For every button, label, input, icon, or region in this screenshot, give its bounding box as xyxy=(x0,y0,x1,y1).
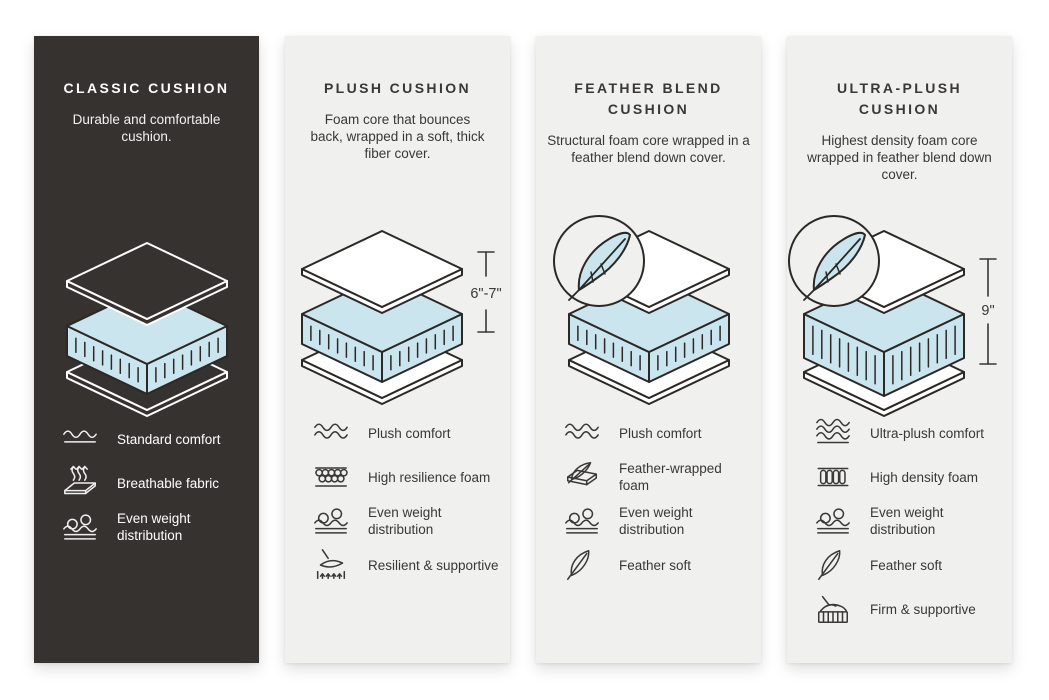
feather-icon xyxy=(813,546,853,584)
feature-label: Resilient & supportive xyxy=(368,557,499,573)
feature-label: Plush comfort xyxy=(368,425,451,441)
feature-label: Even weight distribution xyxy=(117,511,191,543)
cards-row xyxy=(34,36,1012,663)
features-list xyxy=(311,414,500,590)
feature-row xyxy=(562,414,751,452)
card-title: CLASSIC CUSHION xyxy=(63,80,230,96)
card-subtitle: Highest density foam core wrapped in feather blend down cover. xyxy=(807,133,992,183)
features-list xyxy=(813,414,1002,634)
density-foam-icon xyxy=(813,458,853,496)
wave-double-icon xyxy=(562,414,602,452)
feature-row xyxy=(813,546,1002,584)
card-subtitle: Foam core that bounces back, wrapped in a soft, thick fiber cover. xyxy=(310,112,485,162)
feature-row xyxy=(60,464,249,502)
height-dimension-label: 9" xyxy=(980,303,995,319)
height-dimension-label: 6"-7" xyxy=(469,286,502,302)
feature-row xyxy=(311,458,500,496)
feature-label: Feather soft xyxy=(619,557,692,573)
feature-row xyxy=(813,414,1002,452)
feature-label: High resilience foam xyxy=(368,469,491,485)
feature-row xyxy=(562,546,751,584)
feather-badge xyxy=(789,216,879,306)
feature-label: Even weight distribution xyxy=(870,505,944,537)
feather-icon xyxy=(562,546,602,584)
feature-label: Standard comfort xyxy=(117,431,221,447)
feature-label: Firm & supportive xyxy=(870,601,976,617)
feature-row xyxy=(311,414,500,452)
features-list xyxy=(562,414,751,590)
feature-row xyxy=(813,458,1002,496)
card-plush-cushion xyxy=(285,36,510,663)
feature-label: Even weight distribution xyxy=(619,505,693,537)
feather-badge xyxy=(554,216,644,306)
wave-single-icon xyxy=(60,420,100,458)
feature-label: Breathable fabric xyxy=(117,475,220,491)
feature-label: High density foam xyxy=(870,469,979,485)
feature-row xyxy=(311,546,500,584)
even-weight-icon xyxy=(562,502,602,540)
features-list xyxy=(60,420,249,552)
even-weight-icon xyxy=(813,502,853,540)
card-header xyxy=(34,36,259,145)
feature-label: Plush comfort xyxy=(619,425,702,441)
cushion-diagram xyxy=(787,214,1012,419)
card-header xyxy=(536,36,761,166)
feature-row xyxy=(60,508,249,546)
card-header xyxy=(787,36,1012,183)
card-ultra-plush-cushion xyxy=(787,36,1012,663)
card-feather-blend-cushion xyxy=(536,36,761,663)
wave-double-icon xyxy=(311,414,351,452)
feature-label: Even weight distribution xyxy=(368,505,442,537)
wave-triple-icon xyxy=(813,414,853,452)
card-subtitle: Structural foam core wrapped in a feather blend down cover. xyxy=(547,133,750,166)
cushion-diagram xyxy=(34,226,259,431)
card-title: ULTRA-PLUSH CUSHION xyxy=(837,80,962,117)
even-weight-icon xyxy=(311,502,351,540)
feature-row xyxy=(813,590,1002,628)
feature-row xyxy=(562,502,751,540)
feature-label: Feather-wrapped foam xyxy=(619,461,722,493)
foam-cells-icon xyxy=(311,458,351,496)
feather-wrapped-icon xyxy=(562,458,602,496)
card-title: PLUSH CUSHION xyxy=(323,80,472,96)
feature-label: Feather soft xyxy=(870,557,943,573)
feature-row xyxy=(813,502,1002,540)
cushion-diagram xyxy=(285,214,510,419)
even-weight-icon xyxy=(60,508,100,546)
card-title: FEATHER BLEND CUSHION xyxy=(574,80,723,117)
cushion-top-cover xyxy=(67,243,227,325)
card-header xyxy=(285,36,510,162)
cushion-top-cover xyxy=(302,231,462,313)
press-support-icon xyxy=(311,546,351,584)
firm-support-icon xyxy=(813,590,853,628)
card-classic-cushion xyxy=(34,36,259,663)
card-subtitle: Durable and comfortable cushion. xyxy=(72,112,221,145)
feature-row xyxy=(562,458,751,496)
feature-row xyxy=(60,420,249,458)
feature-row xyxy=(311,502,500,540)
breathable-icon xyxy=(60,464,100,502)
cushion-diagram xyxy=(536,214,761,419)
feature-label: Ultra-plush comfort xyxy=(870,425,985,441)
